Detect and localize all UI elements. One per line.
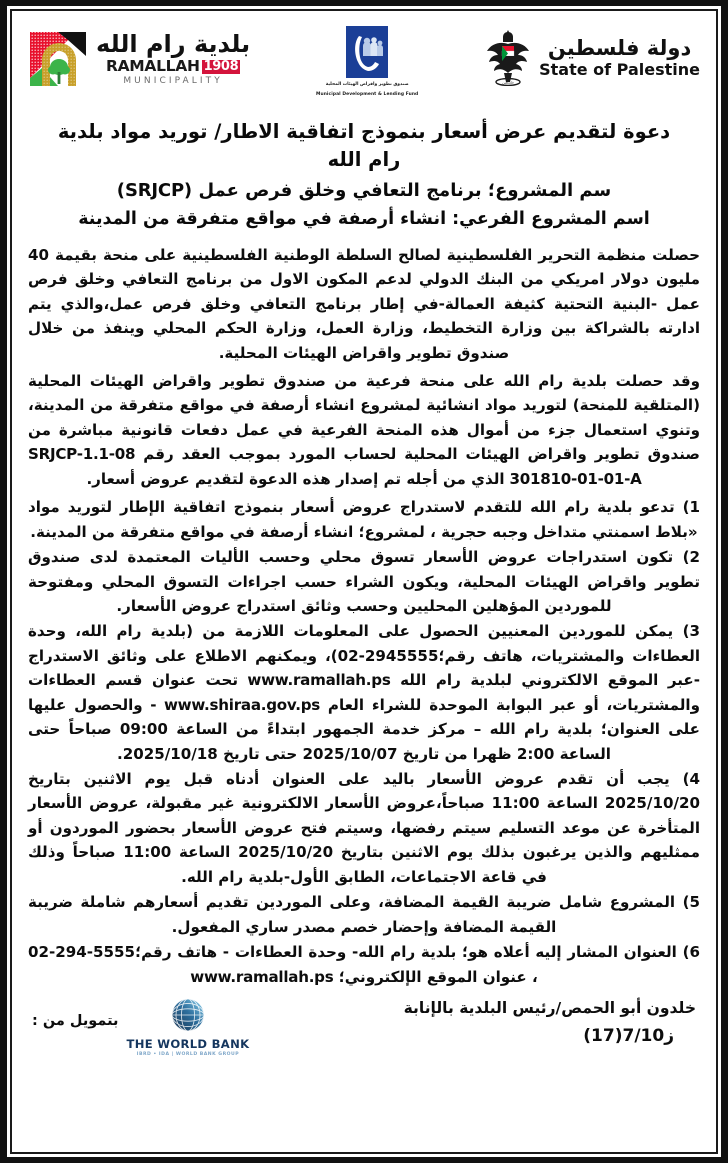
paragraph-subgrant-text-before: وقد حصلت بلدية رام الله على منحة فرعية من صندوق تطوير واقراض الهيئات المحلية (المتلقية للمنحة) لتوريد مواد انشائية لمشروع انشاء أرصفة في مواقع متفرقة من المدينة، وتنوي استعمال جزء من أموال هذه المنحة الفرعية في عمل دفعات قانونية مباشرة من صندوق تطوير واقراض الهيئات المحلية لحساب المورد بموجب العقد رقم: [28, 372, 700, 464]
svg-text:فلسطين: فلسطين: [502, 80, 514, 85]
funded-by-label: بتمويل من :: [32, 1012, 119, 1029]
mdlf-hand-people-logo-icon: [346, 26, 388, 78]
paragraph-grant-background: حصلت منظمة التحرير الفلسطينية لصالح السلطة الوطنية الفلسطينية على منحة بقيمة 40 مليون دولار امريكي من البنك الدولي لدعم المكون الاول من برنامج التعافي وخلق فرص عمل -البنية التحتية كثيفة العمالة-في إطار برنامج التعافي وخلق فرص عمل،والذي يتم ادارته بالشراكة بين وزارة التخطيط، وزارة العمل، وزارة الحكم المحلي وينفذ من خلال صندوق تطوير واقراض الهيئات المحلية.: [28, 245, 700, 362]
ramallah-arch-tree-emblem-icon: [28, 28, 90, 90]
item-3-number: 3: [689, 622, 700, 641]
item-2-text: تكون استدراجات عروض الأسعار تسوق محلي وحسب الأليات المعتمدة لدى صندوق تطوير واقراض الهيئات المحلية، ويكون الشراء حسب اجراءات التسوق المحلي ومفتوحة للموردين المؤهلين المحليين وحسب وثائق استدراج عروض الأسعار.: [28, 548, 700, 615]
world-bank-group-subtitle: IBRD • IDA | WORLD BANK GROUP: [136, 1051, 240, 1057]
project-name-label: سم المشروع؛ برنامج التعافي وخلق فرص عمل: [198, 180, 612, 202]
item-1-text: تدعو بلدية رام الله للتقدم لاستدراج عروض أسعار بنموذج اتفاقية الإطار لتوريد مواد «بلاط اسمنتي متداخل وجبه حجرية ، لمشروع؛ انشاء أرصفة في مواقع متفرقة من المدينة.: [28, 498, 698, 541]
contact-phone: 02-294-5555: [28, 943, 136, 962]
contact-website-link[interactable]: www.ramallah.ps: [190, 967, 334, 986]
ramallah-municipality-subtitle: MUNICIPALITY: [123, 75, 223, 86]
shiraa-portal-link[interactable]: www.shiraa.gov.ps: [163, 695, 321, 714]
document-body: [26, 243, 702, 989]
item-6-number: 6: [689, 943, 700, 962]
mdlf-logo: [316, 26, 418, 99]
signature-block: [404, 995, 696, 1046]
subproject-name: اسم المشروع الفرعي: انشاء أرصفة في مواقع متفرقة من المدينة: [78, 209, 650, 230]
item-3-text-c: تحت عنوان قسم العطاءات والمشتريات، أو عبر البوابة الموحدة للشراء العام: [28, 671, 700, 714]
world-bank-name: THE WORLD BANK: [126, 1036, 250, 1051]
world-bank-logo: [126, 995, 249, 1057]
office-hours-from: 09:00: [119, 720, 168, 739]
contract-number: SRJCP-1.1-08 301810-01-01-A: [28, 445, 642, 488]
item-3-text-f: ظهرا من تاريخ: [402, 744, 512, 763]
item-4-text-c: صباحاً،عروض الأسعار الالكترونية غير مقبولة، عروض الأسعار المتأخرة عن موعد التسليم سيتم رفضها، وسيتم فتح عروض الأسعار بحضور الموردون أو ممثليهم والذين يرغبون بذلك يوم الاثنين بتاريخ: [28, 794, 700, 862]
list-item-6: [28, 940, 700, 989]
bid-opening-time: 11:00: [123, 843, 172, 862]
item-6-paren: ): [676, 943, 690, 962]
list-item-2: [28, 545, 700, 618]
ramallah-english-row: [96, 59, 250, 75]
item-1-number: 1: [689, 498, 700, 517]
world-bank-globe-logo-icon: [168, 995, 208, 1035]
reference-code: ز7/10(17): [583, 1026, 674, 1047]
item-3-text-h: .: [117, 744, 123, 763]
submission-deadline-date: 2025/10/20: [604, 794, 700, 813]
page-title: دعوة لتقديم عرض أسعار بنموذج اتفاقية الاطار/ توريد مواد بلدية رام الله: [57, 120, 671, 171]
palestine-eagle-emblem-icon: [484, 30, 532, 86]
item-5-number: 5: [689, 893, 700, 912]
document-content: [14, 13, 714, 1150]
ramallah-english-name: RAMALLAH: [105, 57, 200, 76]
item-3-text-g: حتى تاريخ: [223, 744, 298, 763]
footer-signature-row: [26, 995, 702, 1057]
submission-deadline-time: 11:00: [491, 794, 540, 813]
item-4-text-a: يجب أن تقدم عروض الأسعار باليد على العنوان أدناه قبل يوم الاثنين بتاريخ: [28, 770, 670, 789]
item-3-paren: ): [673, 622, 690, 641]
item-4-number: 4: [689, 770, 700, 789]
item-4-text-b: الساعة: [546, 794, 598, 813]
list-item-4: [28, 767, 700, 889]
availability-date-to: 2025/10/18: [122, 744, 218, 763]
item-4-text-d: الساعة: [179, 843, 231, 862]
municipality-website-link[interactable]: www.ramallah.ps: [247, 671, 391, 690]
ramallah-founding-year: 1908: [203, 59, 239, 74]
item-4-paren: ): [669, 770, 690, 789]
state-of-palestine-logo: [484, 30, 700, 86]
state-of-palestine-arabic: دولة فلسطين: [547, 36, 692, 61]
item-1-paren: ): [674, 498, 690, 517]
item-6-text-b: ، عنوان الموقع الإلكتروني؛: [338, 967, 538, 986]
project-name-line: [26, 178, 702, 204]
item-2-paren: ): [673, 548, 690, 567]
mdlf-english-caption: Municipal Development & Lending Fund: [316, 92, 419, 98]
project-code: (SRJCP): [116, 180, 193, 202]
item-3-text-e: صباحاً حتى الساعة: [28, 720, 611, 763]
header-logo-strip: [26, 20, 702, 112]
item-4-text-e: صباحاً وذلك في قاعة الاجتماعات، الطابق الأول-بلدية رام الله.: [28, 843, 547, 886]
state-of-palestine-text: [539, 37, 700, 79]
ramallah-municipality-logo: [28, 28, 250, 90]
list-item-1: [28, 495, 700, 544]
state-of-palestine-english: State of Palestine: [539, 60, 700, 80]
ramallah-municipality-text: [96, 32, 250, 86]
office-hours-to: 2:00: [516, 744, 555, 763]
funder-block: [32, 995, 249, 1057]
item-6-text-a: العنوان المشار إليه أعلاه هو؛ بلدية رام الله- وحدة العطاءات - هاتف رقم؛: [135, 943, 677, 962]
tenders-unit-phone: 02-2945555: [337, 646, 439, 665]
document-titles: [26, 118, 702, 233]
paragraph-subgrant-text-after: الذي من أجله تم إصدار هذه الدعوة لتقديم عروض أسعار.: [86, 469, 505, 488]
document-inner-border: [10, 9, 718, 1154]
ramallah-arabic-name: بلدية رام الله: [96, 30, 251, 59]
paragraph-subgrant-contract: [28, 369, 700, 491]
item-3-text-b: )، ويمكنهم الاطلاع على وثائق الاستدراج -عبر الموقع الالكتروني لبلدية رام الله: [28, 646, 700, 690]
list-item-5: [28, 890, 700, 939]
bid-opening-date: 2025/10/20: [238, 843, 334, 862]
signatory-name-title: خلدون أبو الحمص/رئيس البلدية بالإنابة: [403, 998, 696, 1017]
item-2-number: 2: [689, 548, 700, 567]
list-item-3: [28, 619, 700, 766]
item-5-text: المشروع شامل ضريبة القيمة المضافة، وعلى الموردين تقديم أسعارهم شاملة ضريبة القيمة المضافة وإحضار خصم مصدر ساري المفعول.: [28, 893, 676, 936]
item-3-text-d: - والحصول عليها على العنوان؛ بلدية رام الله – مركز خدمة الجمهور ابتداءً من الساعة: [28, 695, 700, 739]
item-5-paren: ): [675, 893, 690, 912]
availability-date-from: 2025/10/07: [302, 744, 398, 763]
mdlf-arabic-caption: صندوق تطوير واقراض الهيئات المحلية: [325, 82, 409, 87]
item-3-text-a: يمكن للموردين المعنيين الحصول على المعلومات اللازمة من (بلدية رام الله، وحدة العطاءات والمشتريات، هاتف رقم؛: [28, 622, 701, 665]
